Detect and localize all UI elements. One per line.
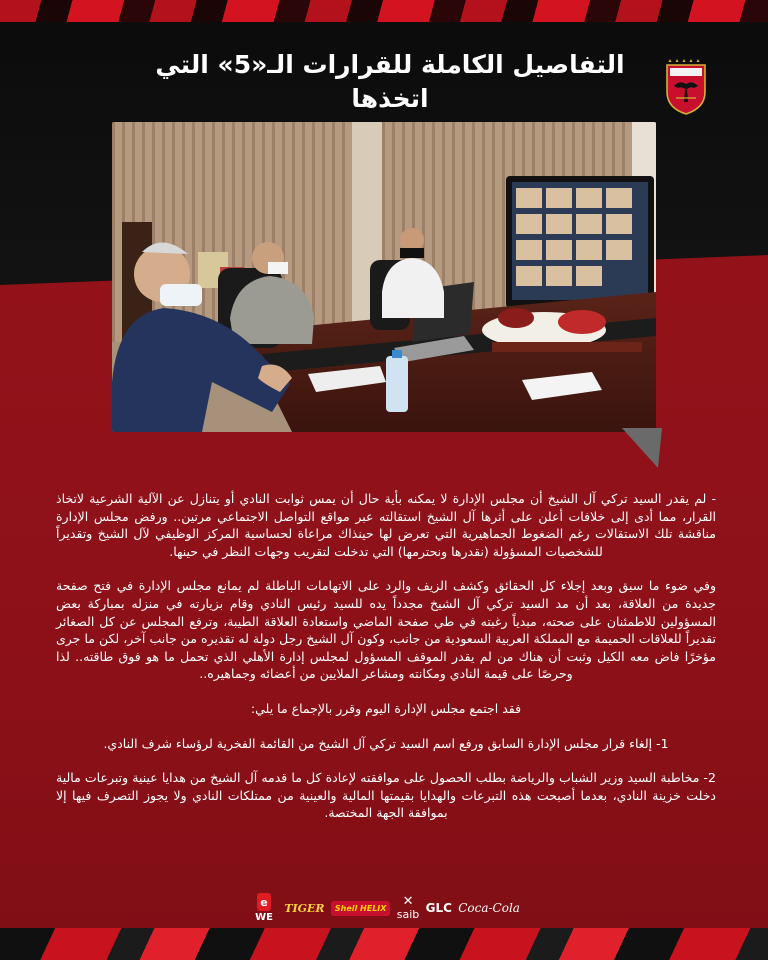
decision-1: 1- إلغاء قرار مجلس الإدارة السابق ورفع اسم السيد تركي آل الشيخ من القائمة الفخرية لرؤساء شرف النادي. (103, 735, 669, 751)
bottom-stripe-decoration (0, 928, 768, 960)
saib-mark-icon: ✕ (402, 893, 414, 909)
top-stripe-decoration (0, 0, 768, 22)
meeting-photo (112, 122, 656, 432)
glc-logo: GLC (425, 901, 452, 915)
article-body (56, 490, 716, 839)
decision-2: 2- مخاطبة السيد وزير الشباب والرياضة بطلب الحصول على موافقته لإعادة كل ما قدمه آل الشيخ من هدايا عينية وتبرعات مالية دخلت خزينة النادي، بعدما أصبحت هذه التبرعات والهدايا بقيمتها المالية والعينية من ممتلكات النادي ولا يجوز التصرف فيها إلا بموافقة الجهة المختصة. (56, 770, 716, 821)
shell-helix-logo: Shell HELIX (331, 901, 391, 916)
headline-line-1: التفاصيل الكاملة للقرارات الـ«5» التي اتخذها (155, 50, 625, 113)
tiger-logo: TIGER (284, 901, 325, 915)
paragraph-3: فقد اجتمع مجلس الإدارة اليوم وقرر بالإجماع ما يلي: (250, 700, 522, 716)
paragraph-2: وفي ضوء ما سبق وبعد إجلاء كل الحقائق وكشف الزيف والرد على الاتهامات الباطلة لم يمانع مجلس الإدارة في فتح صفحة جديدة من العلاقة، بعد أن مد السيد تركي آل الشيخ مجدداً يده للسيد رئيس النادي وقام بزيارته في منزله بمباركة بعض المسؤولين للاطمئنان على صحته، مبدياً رغبته في طي صفحة الماضي واستعادة العلاقة الطيبة، وترفع المجلس عن كل الصغائر تقديراً للعلاقات الحميمة مع المملكة العربية السعودية من جانب، وكون آل الشيخ رجل دولة له تقديره من جانب آخر، لكن ما جرى مؤخرًا فاض معه الكيل وثبت أن هناك من لم يقدر الموقف المسؤول لمجلس إدارة الأهلي الذي تحمل ما هو فوق طاقته.. لذا وحرصًا على قيمة النادي ومكانته ومشاعر الملايين من أعضائه وجماهيره.. (56, 578, 716, 682)
coca-cola-logo: Coca-Cola (458, 901, 520, 915)
sponsor-logos (250, 888, 520, 928)
saib-logo-text: saib (396, 907, 420, 921)
paragraph-1: - لم يقدر السيد تركي آل الشيخ أن مجلس الإدارة لا يمكنه بأية حال أن يمس ثوابت النادي أو يتنازل عن الآلية الشرعية لاتخاذ القرار، مما أدى إلى خلافات أعلن على أثرها آل الشيخ استقالته عبر مواقع التواصل الاجتماعي مرتين.. ورفض مجلس الإدارة مناقشة تلك الاستقالات رغم الضغوط الجماهيرية التي تعرض لها حينذاك مراعاة لحساسية المركز الوظيفي لآل الشيخ وتقديراً للشخصيات المسؤولة (نقدرها ونحترمها) التي تدخلت لتقريب وجهات النظر في حينها. (56, 491, 716, 559)
we-logo (250, 890, 278, 926)
al-ahly-eagle-crest-icon (664, 56, 708, 116)
we-logo-text: WE (255, 912, 273, 923)
we-logo-mark: e (257, 893, 271, 911)
saib-logo (396, 893, 420, 921)
